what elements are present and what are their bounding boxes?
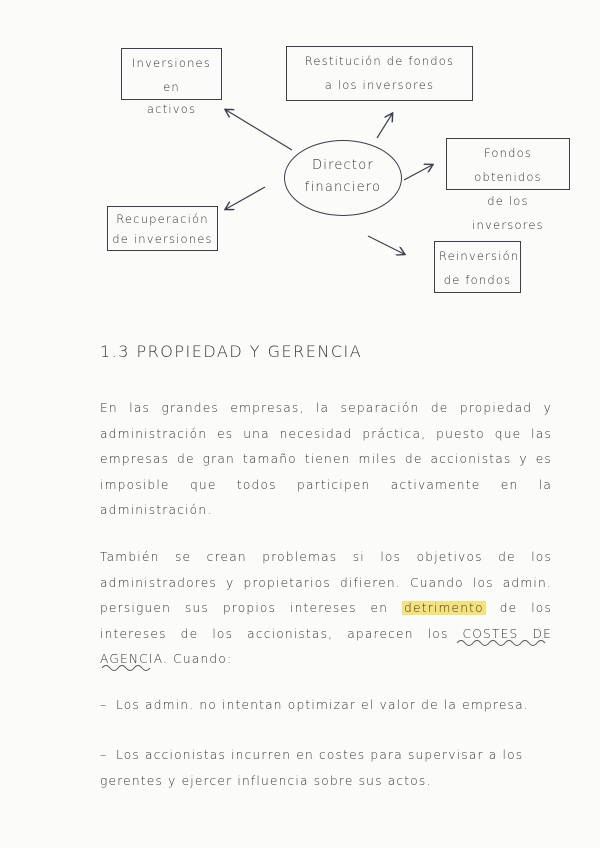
highlighted-word: detrimento [404, 601, 484, 615]
bullet-item-2 [100, 743, 555, 794]
paragraph-problems-part1: También se crean problemas si los objetivos de los administradores y propietarios difieren. Cuando los admin. persiguen sus propios intereses en [100, 550, 552, 615]
section-heading: 1.3 PROPIEDAD Y GERENCIA [100, 342, 363, 361]
box-investments-line2: activos [146, 102, 197, 116]
director-ellipse [284, 140, 402, 216]
bullet-dash: – [100, 748, 108, 762]
box-investments-line1: Inversiones en [131, 56, 212, 94]
box-recovery [107, 206, 218, 251]
arrow-to-investments [226, 110, 292, 150]
box-restitution-line2: a los inversores [324, 78, 435, 92]
arrow-to-recovery [226, 187, 265, 209]
paragraph-problems-part2: de los intereses de los accionistas, aparecen los [100, 601, 553, 641]
director-line1: Director [312, 158, 374, 173]
squiggle-underline-costs [455, 638, 550, 648]
bullet-text-2: Los accionistas incurren en costes para supervisar a los gerentes y ejercer influencia sobre sus actos. [100, 748, 524, 788]
box-recovery-line1: Recuperación [116, 212, 209, 226]
box-funds-line1: Fondos obtenidos [474, 146, 542, 184]
arrow-to-restitution [377, 114, 392, 138]
box-investments [121, 48, 222, 116]
box-funds-line2: de los inversores [472, 194, 544, 232]
paragraph-problems-part3: . Cuando: [163, 652, 233, 666]
box-recovery-line2: de inversiones [112, 232, 213, 246]
box-reinvestment [434, 241, 521, 293]
director-line2: financiero [304, 180, 382, 195]
agency-costs-term: COSTES DE AGENCIA [100, 626, 552, 666]
paragraph-separation: En las grandes empresas, la separación de propiedad y administración es una necesidad práctica, puesto que las empresas de gran tamaño tienen miles de accionistas y es imposible que todos participen activamente en la administración. [100, 401, 552, 517]
box-restitution [286, 46, 473, 101]
bullet-dash: – [100, 698, 108, 712]
box-reinvestment-line2: de fondos [443, 273, 512, 287]
box-reinvestment-line1: Reinversión [439, 249, 520, 263]
bullet-item-1 [100, 693, 555, 719]
arrow-to-reinvestment [368, 236, 404, 254]
arrow-to-funds [404, 165, 432, 180]
squiggle-underline-agency [100, 663, 160, 673]
box-funds [446, 138, 570, 232]
bullet-text-1: Los admin. no intentan optimizar el valor de la empresa. [116, 698, 529, 712]
paragraph-problems [100, 545, 552, 673]
box-restitution-line1: Restitución de fondos [304, 54, 455, 68]
